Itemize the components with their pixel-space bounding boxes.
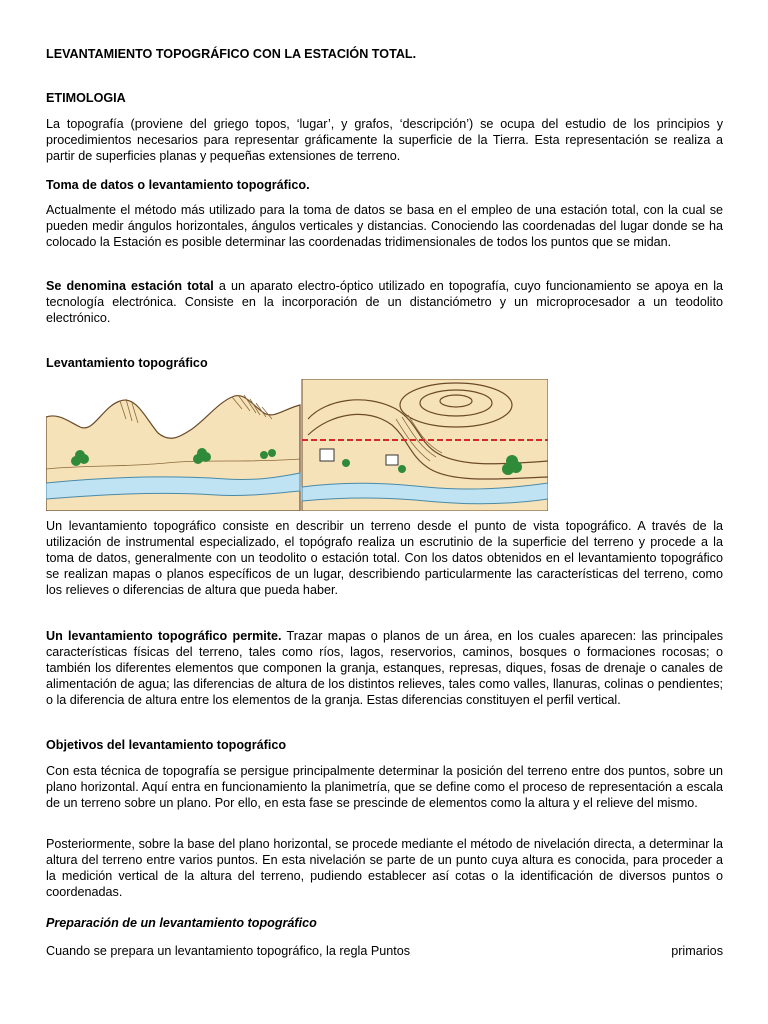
permite-text: Trazar mapas o planos de un área, en los cuales aparecen: las principales características físicas del terreno, tales como ríos, lagos, reservorios, caminos, bosques o formaciones rocosas; o también los diferentes elementos que componen la granja, estanques, represas, diques, fosas de drenaje o canales de alimentación de agua; las diferencias de altura de los distintos relieves, tales como valles, llanuras, colinas o pendientes; o la diferencia de altura entre los elementos de la granja. Estas diferencias constituyen el perfil vertical. [46, 629, 724, 707]
section-heading-toma-de-datos: Toma de datos o levantamiento topográfico. [46, 178, 310, 192]
paragraph-preparacion [46, 944, 723, 960]
paragraph-objetivos-1: Con esta técnica de topografía se persigue principalmente determinar la posición del terreno entre dos puntos, sobre un plano horizontal. Aquí entra en funcionamiento la planimetría, que se define como el proceso de representación a escala de un terreno sobre un plano. Por ello, en esta fase se prescinde de elementos como la altura y el relieve del mismo. [46, 764, 723, 810]
paragraph-etimologia: La topografía (proviene del griego topos, ‘lugar’, y grafos, ‘descripción’) se ocupa del estudio de los principios y procedimientos necesarios para representar gráficamente la superficie de la Tierra. Esta representación se realiza a partir de superficies planas y pequeñas extensiones de terreno. [46, 117, 723, 163]
document-title: LEVANTAMIENTO TOPOGRÁFICO CON LA ESTACIÓN TOTAL. [46, 47, 417, 61]
paragraph-permite [46, 629, 723, 709]
estacion-total-lead: Se denomina estación total [46, 279, 214, 293]
paragraph-toma-de-datos: Actualmente el método más utilizado para la toma de datos se basa en el empleo de una estación total, con la cual se pueden medir ángulos horizontales, ángulos verticales y distancias. Conociendo las coordenadas del lugar donde se ha colocado la Estación es posible determinar las coordenadas tridimensionales de todos los puntos que se midan. [46, 203, 723, 249]
section-heading-preparacion: Preparación de un levantamiento topográfico [46, 916, 317, 930]
paragraph-estacion-total [46, 279, 723, 327]
permite-lead: Un levantamiento topográfico permite. [46, 629, 282, 643]
landscape-illustration [46, 379, 548, 511]
estacion-total-text: a un aparato electro-óptico utilizado en topografía, cuyo funcionamiento se apoya en la tecnología electrónica. Consiste en la incorporación de un distanciómetro y un microprocesador a un teodolito electrónico. [46, 279, 723, 325]
preparacion-text-left: Cuando se prepara un levantamiento topográfico, la regla Puntos [46, 944, 411, 958]
paragraph-levantamiento: Un levantamiento topográfico consiste en describir un terreno desde el punto de vista topográfico. A través de la utilización de instrumental especializado, el topógrafo realiza un escrutinio de la superficie del terreno y procede a la toma de datos, generalmente con un teodolito o estación total. Con los datos obtenidos en el levantamiento topográfico se realizan mapas o planos específicos de un lugar, describiendo particularmente las características del terreno, como los relieves o diferencias de altura que pueda haber. [46, 519, 723, 597]
landscape-illustration-svg [46, 379, 548, 511]
section-heading-objetivos: Objetivos del levantamiento topográfico [46, 738, 287, 752]
paragraph-objetivos-2: Posteriormente, sobre la base del plano horizontal, se procede mediante el método de nivelación directa, a determinar la altura del terreno entre varios puntos. En esta nivelación se parte de un punto cuya altura es conocida, para proceder a la medición vertical de la altura del terreno, pudiendo establecer así cotas o la identificación de diversos puntos o coordenadas. [46, 837, 723, 899]
section-heading-etimologia: ETIMOLOGIA [46, 91, 126, 105]
contour-map-panel [302, 379, 548, 511]
section-heading-levantamiento: Levantamiento topográfico [46, 356, 208, 370]
preparacion-text-right: primarios [671, 944, 723, 958]
hills-profile-panel [46, 379, 300, 511]
